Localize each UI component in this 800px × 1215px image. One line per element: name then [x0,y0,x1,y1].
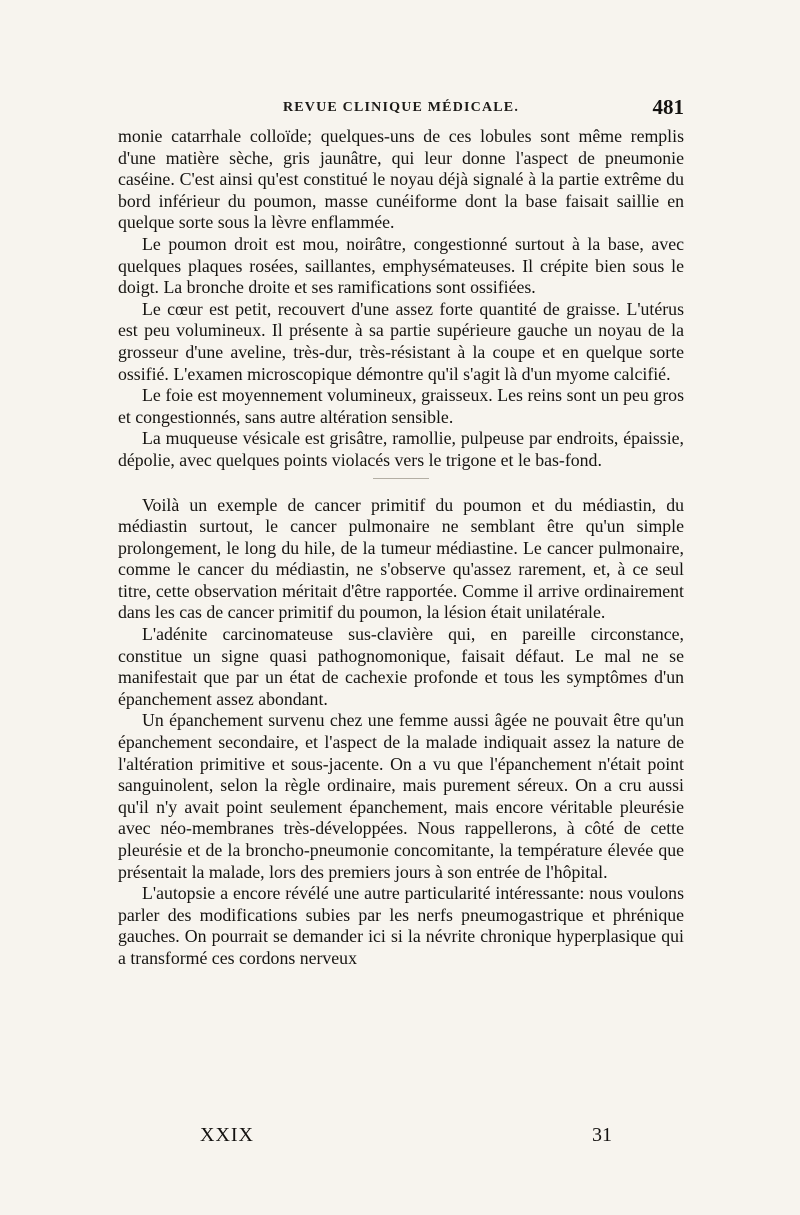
paragraph: La muqueuse vésicale est grisâtre, ramollie, pulpeuse par endroits, épaissie, dépolie, avec quelques points violacés vers le trigone et le bas-fond. [118,428,684,470]
page-footer [200,1124,612,1154]
page-number: 481 [652,95,684,119]
paragraph: Voilà un exemple de cancer primitif du poumon et du médiastin, du médiastin surtout, le cancer pulmonaire ne semblant être qu'un simple prolongement, le long du hile, de la tumeur médiastine. Le cancer pulmonaire, comme le cancer du médiastin, ne s'observe qu'assez rarement, et, à ce seul titre, cette observation méritait d'être rapportée. Comme il arrive ordinairement dans les cas de cancer primitif du poumon, la lésion était unilatérale. [118,494,684,623]
page-header [118,95,684,126]
paragraph: Le cœur est petit, recouvert d'une assez forte quantité de graisse. L'utérus est peu volumineux. Il présente à sa partie supérieure gauche un noyau de la grosseur d'une aveline, très-dur, très-résistant à la coupe et en quelque sorte ossifié. L'examen microscopique démontre qu'il s'agit là d'un myome calcifié. [118,298,684,384]
paragraph: L'adénite carcinomateuse sus-clavière qui, en pareille circonstance, constitue un signe quasi pathognomonique, faisait défaut. Le mal ne se manifestait que par un état de cachexie profonde et tous les symptômes d'un épanchement assez abondant. [118,624,684,709]
paragraph: monie catarrhale colloïde; quelques-uns de ces lobules sont même remplis d'une matière sèche, gris jaunâtre, qui leur donne l'aspect de pneumonie caséine. C'est ainsi qu'est constitué le noyau déjà signalé à la partie extrême du bord inférieur du poumon, masse cunéiforme dont la base faisait saillie en quelque sorte sous la lèvre enflammée. [118,126,684,233]
signature-mark-sheet: 31 [592,1124,612,1146]
paragraph: Le foie est moyennement volumineux, graisseux. Les reins sont un peu gros et congestionnés, sans autre altération sensible. [118,385,684,427]
section-divider [373,478,429,479]
running-title: REVUE CLINIQUE MÉDICALE. [282,100,520,115]
body-text [118,126,684,970]
paragraph: Le poumon droit est mou, noirâtre, congestionné surtout à la base, avec quelques plaques rosées, saillantes, emphysémateuses. Il crépite bien sous le doigt. La bronche droite et ses ramifications sont ossifiées. [118,233,684,298]
paragraph: Un épanchement survenu chez une femme aussi âgée ne pouvait être qu'un épanchement secondaire, et l'aspect de la malade indiquait assez la nature de l'altération primitive et sous-jacente. On a vu que l'épanchement n'était point sanguinolent, selon la règle ordinaire, mais purement séreux. On a cru aussi qu'il n'y avait point seulement épanchement, mais encore véritable pleurésie avec néo-membranes très-développées. Nous rappellerons, à côté de cette pleurésie et de la broncho-pneumonie concomitante, la température élevée que présentait la malade, lors des premiers jours à son entrée de l'hôpital. [118,710,684,882]
signature-mark-volume: XXIX [200,1124,254,1146]
paragraph: L'autopsie a encore révélé une autre particularité intéressante: nous voulons parler des modifications subies par les nerfs pneumogastrique et phrénique gauches. On pourrait se demander ici si la névrite chronique hyperplasique qui a transformé ces cordons nerveux [118,883,684,968]
